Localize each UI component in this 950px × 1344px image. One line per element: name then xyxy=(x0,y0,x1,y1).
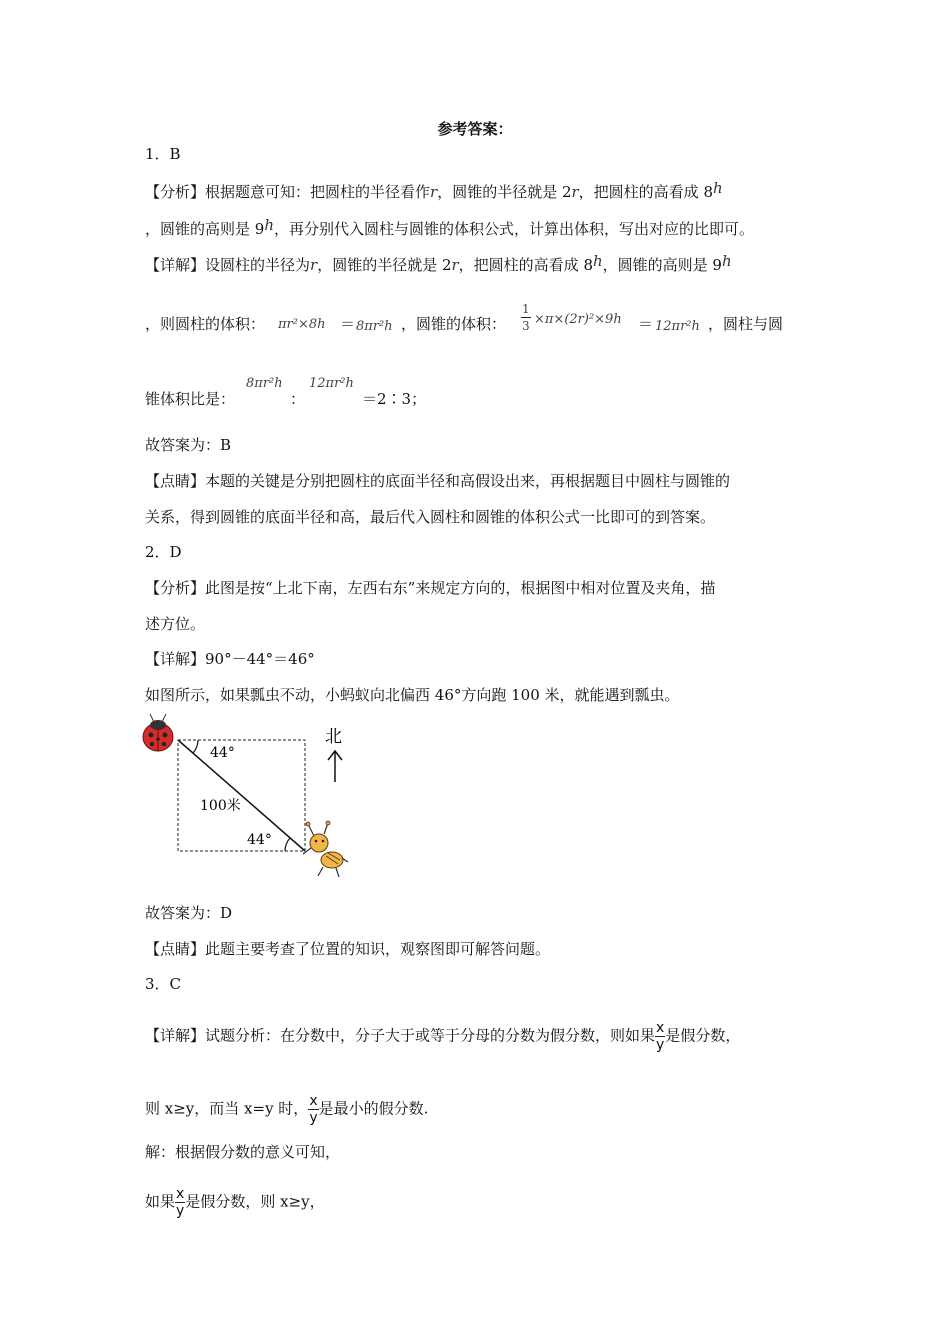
var-r: r xyxy=(310,256,318,274)
ratio-colon: ： xyxy=(290,390,306,408)
q1-analysis-line-2 xyxy=(145,214,754,240)
q2-comment: 【点睛】此题主要考查了位置的知识，观察图即可解答问题。 xyxy=(145,940,551,958)
q2-answer: 故答案为：D xyxy=(145,904,233,922)
q1-cylinder-volume-label: ，则圆柱的体积： xyxy=(145,315,266,333)
q2-detail: 【详解】90°－44°＝46° xyxy=(145,650,315,668)
q1-detail-text: ，把圆柱的高看成 8 xyxy=(458,256,593,274)
angle-arc-bottom xyxy=(285,838,290,851)
q2-analysis-line-2: 述方位。 xyxy=(145,615,206,633)
equals-sign: ＝ xyxy=(340,315,356,333)
q2-explain: 如图所示，如果瓢虫不动，小蚂蚁向北偏西 46°方向跑 100 米，就能遇到瓢虫。 xyxy=(145,686,680,704)
q3-number: 3．C xyxy=(145,975,182,993)
q3-text: 如果 xyxy=(145,1192,176,1211)
ratio-label: 锥体积比是： xyxy=(145,390,236,408)
ratio-result: ＝2∶3； xyxy=(362,390,427,408)
path-line xyxy=(178,740,305,851)
ladybug-icon xyxy=(143,714,173,751)
q1-analysis-line-1 xyxy=(145,177,723,203)
distance-label: 100米 xyxy=(200,798,241,814)
ant-icon xyxy=(303,821,348,877)
q3-line-2 xyxy=(145,1094,428,1125)
cylinder-volume-formula: πr²×8h xyxy=(278,317,326,332)
cone-volume-formula: ×π×(2r)²×9h xyxy=(534,312,622,327)
one-third-fraction: $\frac{1}{3}$ xyxy=(522,302,530,333)
cylinder-volume-result: 8πr²h xyxy=(356,319,393,334)
q1-analysis-text: ，再分别代入圆柱与圆锥的体积公式，计算出体积，写出对应的比即可。 xyxy=(273,220,754,238)
q3-detail-text: 是假分数， xyxy=(665,1026,741,1045)
var-h: h xyxy=(264,216,274,234)
var-h: h xyxy=(712,179,723,197)
x-over-y-fraction: $\frac{x}{y}$ xyxy=(309,1093,318,1126)
north-arrow-icon xyxy=(328,751,342,782)
q3-detail-line xyxy=(145,1021,740,1052)
q1-analysis-text: 【分析】根据题意可知：把圆柱的半径看作 xyxy=(145,183,431,201)
q1-analysis-text: ，圆锥的半径就是 2 xyxy=(437,183,572,201)
q1-detail-text: ，圆锥的半径就是 2 xyxy=(317,256,452,274)
angle-label-top: 44° xyxy=(210,745,235,761)
q2-number: 2．D xyxy=(145,543,182,561)
x-over-y-fraction: $\frac{x}{y}$ xyxy=(176,1186,185,1219)
page-title: 参考答案： xyxy=(437,120,513,138)
q1-number: 1．B xyxy=(145,145,181,163)
q3-line-4 xyxy=(145,1187,325,1218)
q1-comment-line-2: 关系，得到圆锥的底面半径和高，最后代入圆柱和圆锥的体积公式一比即可的到答案。 xyxy=(145,508,716,526)
q1-answer: 故答案为：B xyxy=(145,436,232,454)
q3-line-3: 解：根据假分数的意义可知， xyxy=(145,1143,341,1161)
q1-detail-text: ，圆柱与圆 xyxy=(708,315,784,333)
q1-analysis-text: ，把圆柱的高看成 8 xyxy=(578,183,713,201)
q1-analysis-text: ，圆锥的高则是 9 xyxy=(145,220,265,238)
ratio-term-b: 12πr²h xyxy=(309,376,354,391)
q1-detail-line-1 xyxy=(145,250,732,276)
angle-arc-top xyxy=(193,740,198,753)
q3-text: 是假分数，则 x≥y， xyxy=(185,1192,325,1211)
q1-cone-volume-label: ，圆锥的体积： xyxy=(401,315,507,333)
q2-analysis-line-1: 【分析】此图是按“上北下南，左西右东”来规定方向的，根据图中相对位置及夹角，描 xyxy=(145,579,716,597)
x-over-y-fraction: $\frac{x}{y}$ xyxy=(656,1020,665,1053)
var-h: h xyxy=(592,252,603,270)
var-r: r xyxy=(571,183,579,201)
angle-label-bottom: 44° xyxy=(247,832,272,848)
q1-detail-text: 【详解】设圆柱的半径为 xyxy=(145,256,311,274)
q1-detail-text: ，圆锥的高则是 9 xyxy=(602,256,722,274)
q3-text: 则 x≥y，而当 x=y 时， xyxy=(145,1099,309,1118)
equals-sign: ＝ xyxy=(638,315,654,333)
var-r: r xyxy=(430,183,438,201)
q3-detail-text: 【详解】试题分析：在分数中，分子大于或等于分母的分数为假分数，则如果 xyxy=(145,1026,656,1045)
var-r: r xyxy=(451,256,459,274)
var-h: h xyxy=(721,252,732,270)
ratio-term-a: 8πr²h xyxy=(246,376,283,391)
cone-volume-result: 12πr²h xyxy=(655,319,700,334)
q3-text: 是最小的假分数. xyxy=(318,1099,429,1118)
north-label: 北 xyxy=(325,727,342,747)
q1-comment-line-1: 【点睛】本题的关键是分别把圆柱的底面半径和高假设出来，再根据题目中圆柱与圆锥的 xyxy=(145,472,731,490)
direction-figure xyxy=(140,710,370,885)
